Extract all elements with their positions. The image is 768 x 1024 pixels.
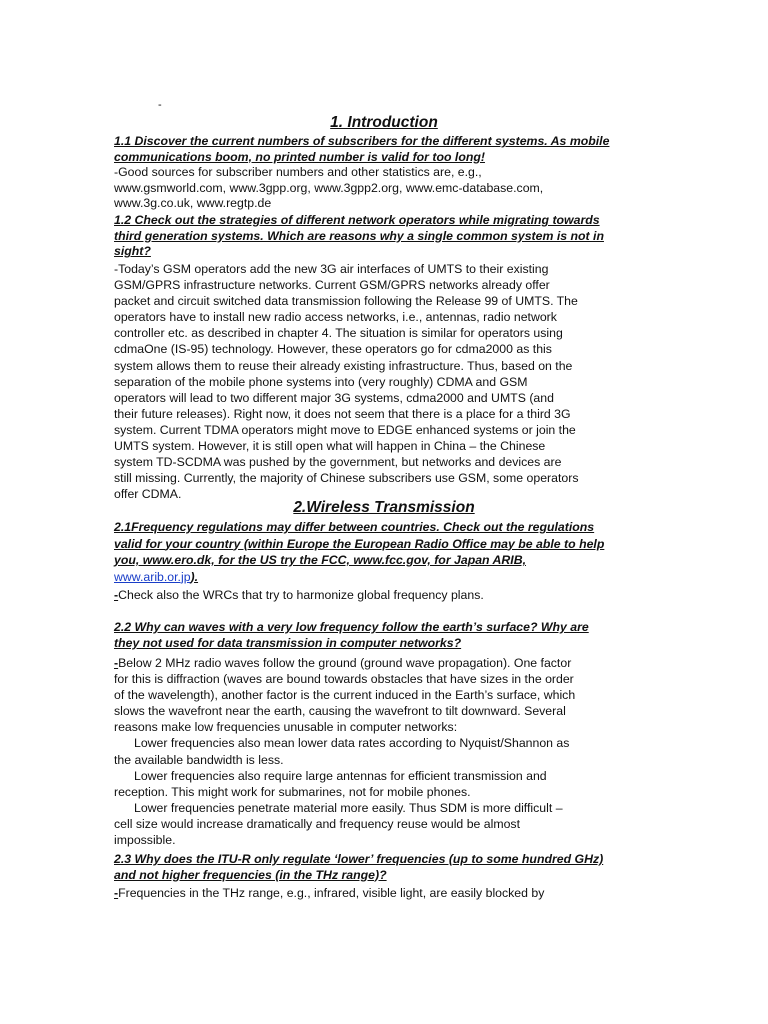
question-2-1	[114, 519, 674, 585]
text-line: the available bandwidth is less.	[114, 752, 284, 767]
text-line: operators will lead to two different major 3G systems, cdma2000 and UMTS (and	[114, 390, 554, 405]
text-line: system TD-SCDMA was pushed by the government, but networks and devices are	[114, 455, 562, 470]
text-line: communications boom, no printed number is valid for too long!	[114, 149, 485, 164]
text-line: 2.3 Why does the ITU-R only regulate ‘lower’ frequencies (up to some hundred GHz)	[114, 852, 604, 866]
text-line: you, www.ero.dk, for the US try the FCC, www.fcc.gov, for Japan ARIB,	[114, 553, 526, 567]
text-line: GSM/GPRS infrastructure networks. Current GSM/GPRS networks already offer	[114, 278, 550, 293]
text-line: and not higher frequencies (in the THz range)?	[114, 867, 387, 882]
answer-text: Check also the WRCs that try to harmonize global frequency plans.	[118, 588, 484, 602]
text-line: they not used for data transmission in computer networks?	[114, 635, 462, 650]
text-line: UMTS system. However, it is still open what will happen in China – the Chinese	[114, 439, 546, 454]
text-line: reasons make low frequencies unusable in computer networks:	[114, 720, 458, 735]
text-line: cell size would increase dramatically and frequency reuse would be almost	[114, 816, 521, 831]
answer-1-1	[114, 165, 674, 212]
text-line: packet and circuit switched data transmission following the Release 99 of UMTS. The	[114, 294, 578, 309]
text-line: www.3g.co.uk, www.regtp.de	[114, 196, 272, 211]
answer-text: Below 2 MHz radio waves follow the ground (ground wave propagation). One factor	[118, 656, 572, 670]
question-2-1-end: ).	[190, 569, 199, 584]
text-line	[114, 886, 674, 902]
arib-link[interactable]: www.arib.or.jp	[114, 569, 191, 584]
answer-1-2	[114, 261, 674, 502]
text-line: 1.1 Discover the current numbers of subscribers for the different systems. As mobile	[114, 134, 610, 148]
text-line: their future releases). Right now, it does not seem that there is a place for a third 3G	[114, 406, 571, 421]
answer-dash: -	[114, 588, 119, 602]
text-line: controller etc. as described in chapter 4. The situation is similar for operators using	[114, 326, 563, 341]
text-line: -Today’s GSM operators add the new 3G air interfaces of UMTS to their existing	[114, 262, 549, 276]
text-line: sight?	[114, 244, 151, 259]
text-line: still missing. Currently, the majority of Chinese subscribers use GSM, some operators	[114, 471, 579, 486]
text-line: offer CDMA.	[114, 487, 182, 502]
text-line: 2.1Frequency regulations may differ between countries. Check out the regulations	[114, 520, 595, 534]
text-line: for this is diffraction (waves are bound towards obstacles that have sizes in the order	[114, 672, 574, 687]
section-2-heading: 2.Wireless Transmission	[293, 499, 475, 516]
answer-text: Frequencies in the THz range, e.g., infrared, visible light, are easily blocked by	[118, 886, 545, 900]
answer-2-3	[114, 886, 674, 902]
text-line	[114, 588, 674, 604]
section-1-heading: 1. Introduction	[330, 114, 438, 131]
answer-dash: -	[114, 886, 119, 900]
text-line: -Good sources for subscriber numbers and other statistics are, e.g.,	[114, 165, 482, 179]
text-line: 2.2 Why can waves with a very low frequency follow the earth’s surface? Why are	[114, 620, 589, 634]
text-line: of the wavelength), another factor is the current induced in the Earth’s surface, which	[114, 688, 576, 703]
text-line: operators have to install new radio access networks, i.e., antennas, radio network	[114, 310, 557, 325]
answer-2-2	[114, 655, 674, 848]
text-line: third generation systems. Which are reasons why a single common system is not in	[114, 228, 604, 243]
answer-dash: -	[114, 656, 119, 670]
question-1-2	[114, 213, 674, 260]
text-line: system allows them to reuse their already existing infrastructure. Thus, based on the	[114, 358, 573, 373]
text-line: cdmaOne (IS-95) technology. However, these operators go for cdma2000 as this	[114, 342, 552, 357]
bullet-line: Lower frequencies also mean lower data rates according to Nyquist/Shannon as	[134, 736, 570, 751]
answer-2-1	[114, 588, 674, 604]
question-2-2	[114, 620, 674, 651]
text-line: reception. This might work for submarines, not for mobile phones.	[114, 784, 471, 799]
bullet-line: Lower frequencies penetrate material more easily. Thus SDM is more difficult –	[134, 800, 563, 815]
text-line: separation of the mobile phone systems into (very roughly) CDMA and GSM	[114, 374, 528, 389]
text-line	[114, 655, 674, 671]
bullet-line: Lower frequencies also require large antennas for efficient transmission and	[134, 768, 547, 783]
text-line: impossible.	[114, 833, 176, 848]
question-2-3	[114, 852, 674, 883]
text-line: system. Current TDMA operators might move to EDGE enhanced systems or join the	[114, 422, 576, 437]
text-line	[114, 569, 674, 586]
text-line: 1.2 Check out the strategies of different network operators while migrating towards	[114, 213, 600, 227]
question-1-1	[114, 134, 674, 165]
stray-mark: -	[158, 99, 162, 111]
text-line: valid for your country (within Europe the European Radio Office may be able to help	[114, 536, 605, 551]
text-line: www.gsmworld.com, www.3gpp.org, www.3gpp2.org, www.emc-database.com,	[114, 180, 544, 195]
text-line: slows the wavefront near the earth, causing the wavefront to tilt downward. Several	[114, 704, 566, 719]
